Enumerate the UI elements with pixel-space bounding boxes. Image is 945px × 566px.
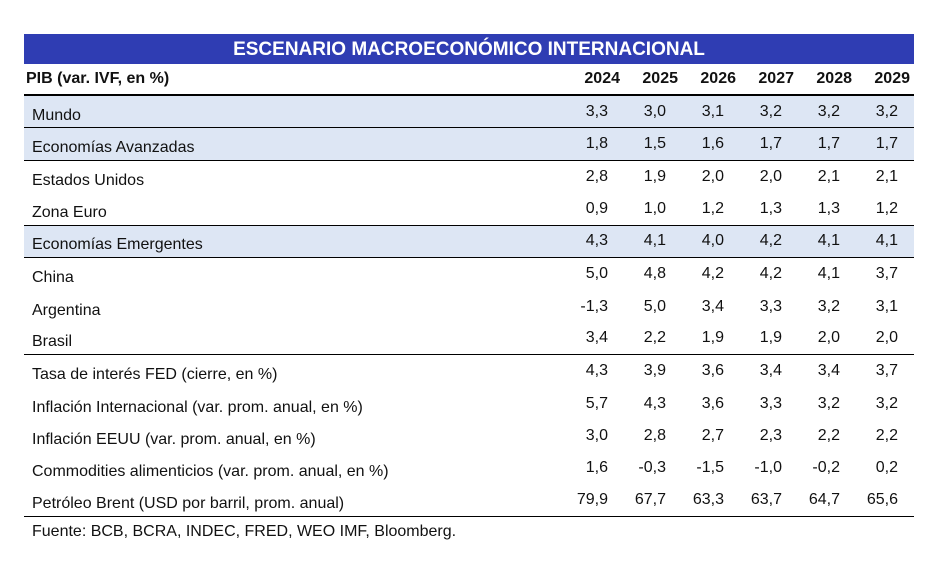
row-value: 3,3 <box>759 297 782 315</box>
table-row <box>24 96 914 128</box>
row-label: China <box>32 269 74 287</box>
row-value: 1,6 <box>585 459 608 477</box>
row-value: 1,7 <box>759 135 782 153</box>
row-value: 1,3 <box>817 199 840 217</box>
row-value: 2,0 <box>701 167 724 185</box>
row-value: 2,1 <box>875 167 898 185</box>
row-value: 5,7 <box>585 394 608 412</box>
row-value: 1,3 <box>759 199 782 217</box>
row-value: 3,2 <box>875 102 898 120</box>
row-value: 2,8 <box>585 167 608 185</box>
row-value: 4,2 <box>759 232 782 250</box>
row-value: 3,4 <box>701 297 724 315</box>
row-value: 4,3 <box>643 394 666 412</box>
row-value: -0,3 <box>638 459 666 477</box>
row-value: 63,7 <box>750 491 782 509</box>
table-header <box>24 64 914 96</box>
row-value: 3,2 <box>875 394 898 412</box>
row-value: 4,2 <box>701 265 724 283</box>
row-value: 3,7 <box>875 362 898 380</box>
row-value: 2,2 <box>643 329 666 347</box>
row-label: Tasa de interés FED (cierre, en %) <box>32 366 278 384</box>
row-value: 3,4 <box>585 329 608 347</box>
table-title: ESCENARIO MACROECONÓMICO INTERNACIONAL <box>24 34 914 64</box>
row-value: 1,5 <box>643 135 666 153</box>
row-label: Inflación Internacional (var. prom. anual, en %) <box>32 398 363 416</box>
row-value: 2,0 <box>759 167 782 185</box>
table-row <box>24 161 914 193</box>
row-value: 2,2 <box>875 427 898 445</box>
row-label: Brasil <box>32 333 73 351</box>
table-row <box>24 258 914 290</box>
row-value: 0,2 <box>875 459 898 477</box>
row-value: 3,6 <box>701 362 724 380</box>
header-year: 2026 <box>700 70 736 87</box>
row-value: 3,3 <box>585 102 608 120</box>
row-value: -0,2 <box>812 459 840 477</box>
row-value: 4,1 <box>875 232 898 250</box>
row-value: -1,0 <box>754 459 782 477</box>
row-label: Mundo <box>32 106 81 124</box>
row-value: 4,1 <box>643 232 666 250</box>
row-value: 1,9 <box>759 329 782 347</box>
row-value: 4,1 <box>817 232 840 250</box>
row-value: 4,2 <box>759 265 782 283</box>
macro-table <box>24 34 914 517</box>
row-value: 1,6 <box>701 135 724 153</box>
row-value: 1,2 <box>701 199 724 217</box>
header-year: 2024 <box>584 70 620 87</box>
table-row <box>24 290 914 322</box>
table-row <box>24 355 914 387</box>
row-value: 1,9 <box>643 167 666 185</box>
row-value: 3,2 <box>817 394 840 412</box>
row-label: Argentina <box>32 301 101 319</box>
table-row <box>24 226 914 258</box>
row-value: 2,3 <box>759 427 782 445</box>
row-value: 3,2 <box>817 102 840 120</box>
row-value: 3,6 <box>701 394 724 412</box>
row-value: 2,0 <box>875 329 898 347</box>
row-value: 63,3 <box>692 491 724 509</box>
header-year: 2027 <box>758 70 794 87</box>
row-value: 65,6 <box>866 491 898 509</box>
table-row <box>24 452 914 484</box>
table-row <box>24 323 914 355</box>
row-value: 3,2 <box>759 102 782 120</box>
row-value: 4,1 <box>817 265 840 283</box>
row-value: 1,7 <box>817 135 840 153</box>
source-note: Fuente: BCB, BCRA, INDEC, FRED, WEO IMF, Bloomberg. <box>32 523 457 540</box>
row-value: 3,4 <box>817 362 840 380</box>
row-label: Economías Avanzadas <box>32 139 195 157</box>
row-value: 4,0 <box>701 232 724 250</box>
header-label: PIB (var. IVF, en %) <box>26 70 170 87</box>
row-value: 5,0 <box>585 265 608 283</box>
header-year: 2028 <box>816 70 852 87</box>
table-body <box>24 96 914 517</box>
row-value: 1,9 <box>701 329 724 347</box>
row-value: 2,2 <box>817 427 840 445</box>
row-value: 1,0 <box>643 199 666 217</box>
table-row <box>24 193 914 225</box>
row-value: 3,9 <box>643 362 666 380</box>
row-label: Commodities alimenticios (var. prom. anual, en %) <box>32 463 389 481</box>
row-value: 4,3 <box>585 362 608 380</box>
row-value: -1,3 <box>580 297 608 315</box>
row-value: 3,3 <box>759 394 782 412</box>
header-year: 2029 <box>874 70 910 87</box>
row-value: 3,7 <box>875 265 898 283</box>
table-row <box>24 420 914 452</box>
row-label: Petróleo Brent (USD por barril, prom. anual) <box>32 495 345 513</box>
row-value: 0,9 <box>585 199 608 217</box>
row-value: 3,4 <box>759 362 782 380</box>
row-value: 2,8 <box>643 427 666 445</box>
row-value: 3,0 <box>585 427 608 445</box>
row-label: Economías Emergentes <box>32 236 203 254</box>
row-value: 2,0 <box>817 329 840 347</box>
row-value: 2,1 <box>817 167 840 185</box>
row-value: 67,7 <box>634 491 666 509</box>
row-value: 3,2 <box>817 297 840 315</box>
table-row <box>24 128 914 160</box>
row-value: 1,8 <box>585 135 608 153</box>
row-value: 1,7 <box>875 135 898 153</box>
row-value: 3,0 <box>643 102 666 120</box>
table-row <box>24 388 914 420</box>
row-label: Inflación EEUU (var. prom. anual, en %) <box>32 431 316 449</box>
row-value: 4,3 <box>585 232 608 250</box>
row-value: 64,7 <box>808 491 840 509</box>
header-year: 2025 <box>642 70 678 87</box>
row-label: Estados Unidos <box>32 171 145 189</box>
table-row <box>24 485 914 517</box>
row-value: 1,2 <box>875 199 898 217</box>
row-value: 2,7 <box>701 427 724 445</box>
row-value: 3,1 <box>701 102 724 120</box>
row-value: 3,1 <box>875 297 898 315</box>
row-label: Zona Euro <box>32 203 107 221</box>
row-value: 4,8 <box>643 265 666 283</box>
row-value: 5,0 <box>643 297 666 315</box>
row-value: 79,9 <box>576 491 608 509</box>
row-value: -1,5 <box>696 459 724 477</box>
